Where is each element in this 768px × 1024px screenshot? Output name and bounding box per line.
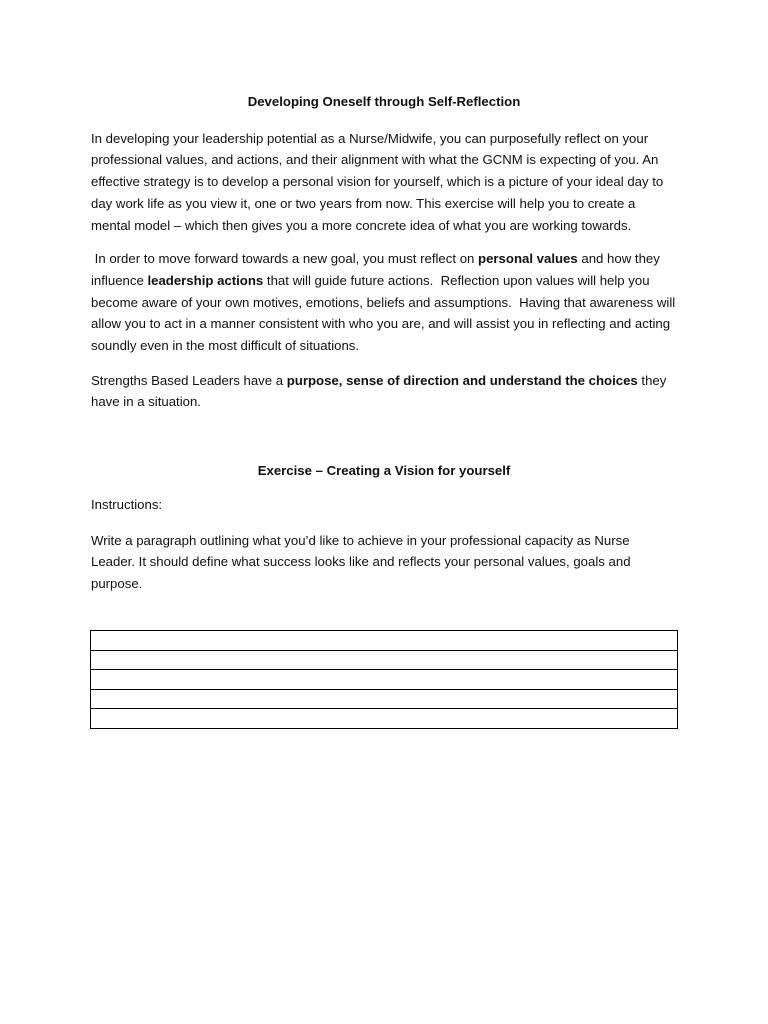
instructions-label: Instructions: (91, 496, 163, 512)
values-paragraph (91, 248, 677, 357)
values-text-1: In order to move forward towards a new goal, you must reflect on (91, 251, 479, 267)
answer-cell[interactable] (91, 709, 678, 729)
answer-cell[interactable] (91, 631, 678, 651)
answer-table (90, 630, 678, 729)
answer-row[interactable] (91, 709, 678, 729)
intro-paragraph: In developing your leadership potential as a Nurse/Midwife, you can purposefully reflect on your professional values, and actions, and their alignment with what the GCNM is expecting of you. An effective strategy is to develop a personal vision for yourself, which is a picture of your ideal day to day work life as you view it, one or two years from now. This exercise will help you to create a mental model – which then gives you a more concrete idea of what you are working towards. (91, 130, 664, 233)
document-body (91, 91, 677, 595)
exercise-prompt: Write a paragraph outlining what you’d like to achieve in your professional capacity as Nurse Leader. It should define what success looks like and reflects your personal values, goals and purpose. (91, 532, 631, 591)
answer-row[interactable] (91, 631, 678, 651)
answer-row[interactable] (91, 689, 678, 709)
document-title: Developing Oneself through Self-Reflection (247, 94, 521, 109)
answer-cell[interactable] (91, 670, 678, 690)
strengths-paragraph (91, 370, 677, 413)
answer-cell[interactable] (91, 689, 678, 709)
answer-table-body (91, 631, 678, 729)
values-text-3: that will guide future actions. Reflection upon values will help you become aware of your own motives, emotions, beliefs and assumptions. Having that awareness will allow you to act in a manner consistent with who you are, and will assist you in reflecting and acting soundly even in the most difficult of situations. (91, 272, 679, 354)
strengths-bold: purpose, sense of direction and understand the choices (286, 372, 638, 388)
values-bold-personal-values: personal values (478, 251, 578, 267)
strengths-text-1: Strengths Based Leaders have a (91, 372, 287, 388)
values-text-2: and how they influence (91, 251, 664, 288)
answer-row[interactable] (91, 650, 678, 670)
answer-cell[interactable] (91, 650, 678, 670)
strengths-text-2: they have in a situation. (91, 372, 667, 410)
values-bold-leadership-actions: leadership actions (147, 272, 264, 288)
exercise-title: Exercise – Creating a Vision for yourself (257, 463, 511, 479)
answer-row[interactable] (91, 670, 678, 690)
